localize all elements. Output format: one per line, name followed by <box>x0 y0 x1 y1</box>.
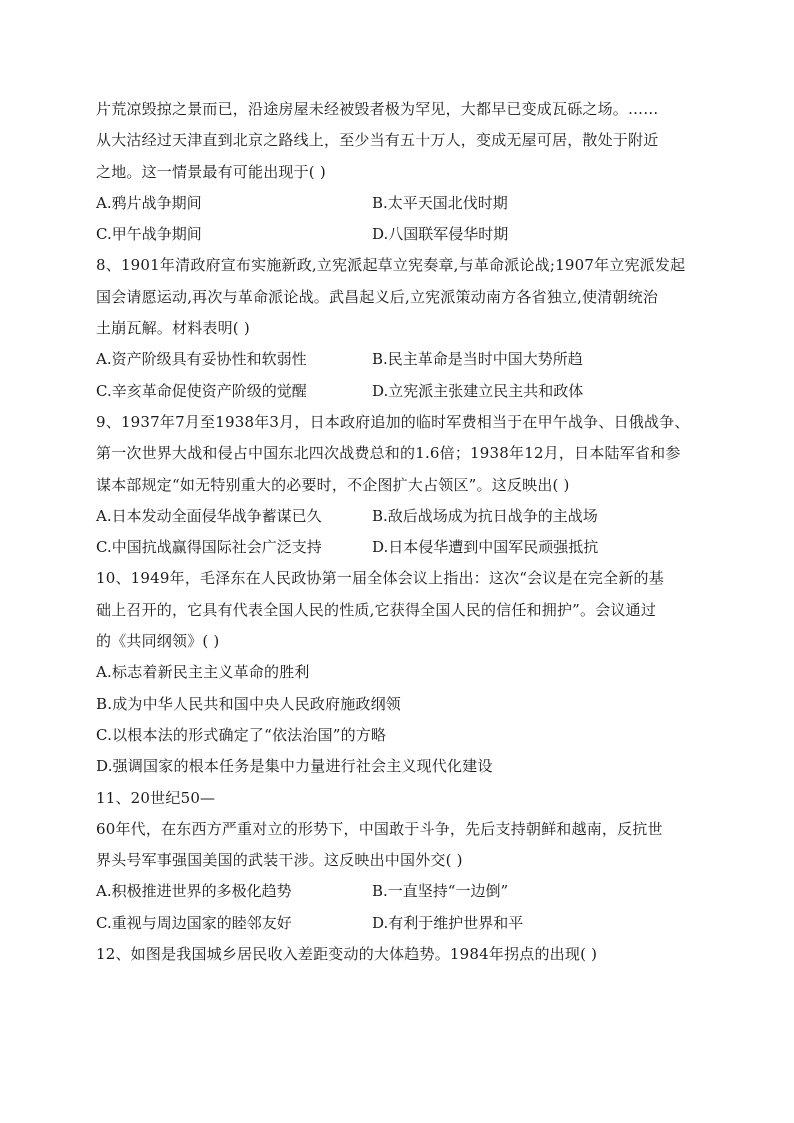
question-text-line: 础上召开的，它具有代表全国人民的性质,它获得全国人民的信任和拥护”。会议通过 <box>96 600 657 619</box>
question-text-line: 的《共同纲领》( ) <box>96 632 220 651</box>
option-row <box>96 188 700 219</box>
question-text-line: 谋本部规定“如无特别重大的必要时，不企图扩大占领区”。这反映出( ) <box>96 475 570 494</box>
option-row <box>96 532 700 563</box>
option-d: D.强调国家的根本任务是集中力量进行社会主义现代化建设 <box>96 757 493 776</box>
option-row <box>96 219 700 250</box>
option-d: D.立宪派主张建立民主共和政体 <box>372 381 584 400</box>
exam-page <box>96 94 700 970</box>
option-b: B.一直坚持“一边倒” <box>372 882 509 901</box>
question-7-tail <box>96 94 700 250</box>
question-8 <box>96 250 700 406</box>
option-b: B.太平天国北伐时期 <box>372 193 508 212</box>
question-text-line: 9、1937年7月至1938年3月，日本政府追加的临时军费相当于在甲午战争、日俄战争、 <box>96 412 690 431</box>
option-a: A.日本发动全面侵华战争蓄谋已久 <box>96 506 322 525</box>
question-text-line: 界头号军事强国美国的武装干涉。这反映出中国外交( ) <box>96 851 463 870</box>
question-text-line: 11、20世纪50— <box>96 788 216 807</box>
question-11 <box>96 783 700 939</box>
option-c: C.以根本法的形式确定了“依法治国”的方略 <box>96 725 387 744</box>
question-text-line: 第一次世界大战和侵占中国东北四次战费总和的1.6倍；1938年12月，日本陆军省和参 <box>96 444 681 463</box>
option-b: B.敌后战场成为抗日战争的主战场 <box>372 506 598 525</box>
question-text-line: 片荒凉毁掠之景而已，沿途房屋未经被毁者极为罕见，大都早已变成瓦砾之场。…… <box>96 100 659 118</box>
option-row <box>96 908 700 939</box>
question-text-line: 之地。这一情景最有可能出现于( ) <box>96 162 326 181</box>
option-row <box>96 344 700 375</box>
question-12 <box>96 939 700 970</box>
question-text-line: 国会请愿运动,再次与革命派论战。武昌起义后,立宪派策动南方各省独立,使清朝统治 <box>96 287 659 306</box>
question-9 <box>96 407 700 563</box>
option-a: A.标志着新民主主义革命的胜利 <box>96 663 310 682</box>
option-c: C.甲午战争期间 <box>96 225 202 244</box>
question-text-line: 10、1949年，毛泽东在人民政协第一届全体会议上指出：这次“会议是在完全新的基 <box>96 569 664 588</box>
option-c: C.重视与周边国家的睦邻友好 <box>96 913 292 932</box>
option-b: B.成为中华人民共和国中央人民政府施政纲领 <box>96 694 401 713</box>
question-text-line: 60年代，在东西方严重对立的形势下，中国敢于斗争，先后支持朝鲜和越南，反抗世 <box>96 819 663 838</box>
option-c: C.辛亥革命促使资产阶级的觉醒 <box>96 381 307 400</box>
option-c: C.中国抗战赢得国际社会广泛支持 <box>96 538 322 557</box>
question-text-line: 12、如图是我国城乡居民收入差距变动的大体趋势。1984年拐点的出现( ) <box>96 945 598 964</box>
option-d: D.八国联军侵华时期 <box>372 225 509 244</box>
option-a: A.资产阶级具有妥协性和软弱性 <box>96 350 307 369</box>
option-a: A.积极推进世界的多极化趋势 <box>96 882 292 901</box>
question-text-line: 土崩瓦解。材料表明( ) <box>96 319 250 338</box>
option-d: D.有利于维护世界和平 <box>372 913 524 932</box>
question-text-line: 从大沽经过天津直到北京之路线上，至少当有五十万人，变成无屋可居，散处于附近 <box>96 131 659 150</box>
option-a: A.鸦片战争期间 <box>96 193 202 212</box>
question-10 <box>96 563 700 782</box>
option-row <box>96 501 700 532</box>
question-text-line: 8、1901年清政府宣布实施新政,立宪派起草立宪奏章,与革命派论战;1907年立宪派发起 <box>96 256 686 275</box>
option-row <box>96 876 700 907</box>
option-b: B.民主革命是当时中国大势所趋 <box>372 350 583 369</box>
option-d: D.日本侵华遭到中国军民顽强抵抗 <box>372 538 599 557</box>
option-row <box>96 376 700 407</box>
